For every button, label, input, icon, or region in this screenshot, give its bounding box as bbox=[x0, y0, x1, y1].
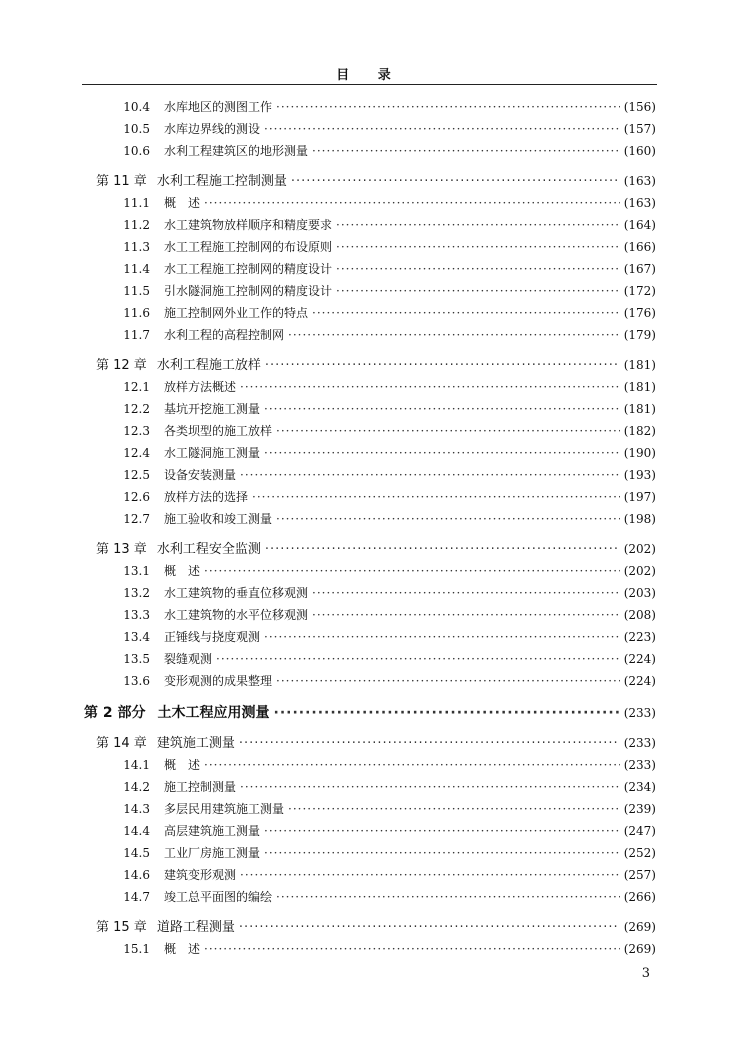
toc-entry-section[interactable] bbox=[100, 96, 656, 118]
toc-entry-title: 施工验收和竣工测量 bbox=[164, 512, 273, 526]
toc-entry-title: 变形观测的成果整理 bbox=[164, 674, 273, 688]
toc-entry-page: (269) bbox=[623, 942, 656, 956]
dot-leader bbox=[240, 376, 620, 398]
dot-leader bbox=[312, 604, 620, 626]
toc-entry-chapter[interactable] bbox=[96, 732, 656, 754]
dot-leader bbox=[264, 626, 620, 648]
toc-entry-number: 11.6 bbox=[123, 306, 150, 320]
toc-entry-page: (197) bbox=[623, 490, 656, 504]
toc-entry-number: 第 2 部分 bbox=[84, 705, 146, 721]
toc-entry-page: (257) bbox=[623, 868, 656, 882]
toc-entry-title: 水工建筑物的垂直位移观测 bbox=[164, 586, 309, 600]
toc-entry-number: 11.2 bbox=[123, 218, 150, 232]
toc-entry-number: 10.5 bbox=[123, 122, 150, 136]
toc-entry-title: 水库边界线的测设 bbox=[164, 122, 261, 136]
toc-entry-page: (208) bbox=[623, 608, 656, 622]
toc-entry-title: 设备安装测量 bbox=[164, 468, 237, 482]
toc-entry-page: (266) bbox=[623, 890, 656, 904]
toc-entry-section[interactable] bbox=[100, 302, 656, 324]
toc-entry-title: 放样方法概述 bbox=[164, 380, 237, 394]
toc-entry-section[interactable] bbox=[100, 582, 656, 604]
toc-entry-number: 12.5 bbox=[123, 468, 150, 482]
dot-leader bbox=[265, 539, 620, 561]
toc-entry-title: 概 述 bbox=[164, 196, 201, 210]
dot-leader bbox=[276, 96, 620, 118]
toc-entry-section[interactable] bbox=[100, 560, 656, 582]
toc-entry-number: 13.6 bbox=[123, 674, 150, 688]
dot-leader bbox=[240, 864, 620, 886]
toc-entry-number: 13.1 bbox=[123, 564, 150, 578]
toc-entry-number: 10.4 bbox=[123, 100, 150, 114]
toc-entry-page: (224) bbox=[623, 674, 656, 688]
toc-entry-section[interactable] bbox=[100, 258, 656, 280]
toc-entry-section[interactable] bbox=[100, 938, 656, 960]
toc-entry-number: 第 15 章 bbox=[96, 920, 147, 935]
dot-leader bbox=[240, 776, 620, 798]
toc-entry-page: (224) bbox=[623, 652, 656, 666]
toc-entry-page: (181) bbox=[623, 402, 656, 416]
toc-entry-section[interactable] bbox=[100, 118, 656, 140]
toc-entry-page: (233) bbox=[623, 758, 656, 772]
dot-leader bbox=[239, 917, 620, 939]
dot-leader bbox=[336, 280, 620, 302]
dot-leader bbox=[336, 236, 620, 258]
toc-entry-number: 11.1 bbox=[123, 196, 150, 210]
toc-entry-number: 11.5 bbox=[123, 284, 150, 298]
toc-entry-page: (203) bbox=[623, 586, 656, 600]
toc-entry-section[interactable] bbox=[100, 864, 656, 886]
dot-leader bbox=[265, 355, 620, 377]
toc-entry-title: 水工工程施工控制网的布设原则 bbox=[164, 240, 333, 254]
toc-entry-title: 引水隧洞施工控制网的精度设计 bbox=[164, 284, 333, 298]
toc-entry-number: 10.6 bbox=[123, 144, 150, 158]
toc-entry-number: 11.4 bbox=[123, 262, 150, 276]
toc-entry-title: 水利工程安全监测 bbox=[156, 542, 261, 557]
toc-entry-number: 12.1 bbox=[123, 380, 150, 394]
toc-entry-section[interactable] bbox=[100, 420, 656, 442]
toc-entry-number: 第 14 章 bbox=[96, 736, 147, 751]
toc-entry-number: 第 11 章 bbox=[96, 174, 147, 189]
toc-entry-page: (167) bbox=[623, 262, 656, 276]
dot-leader bbox=[288, 798, 620, 820]
header-rule bbox=[82, 84, 657, 85]
toc-entry-page: (223) bbox=[623, 630, 656, 644]
toc-entry-section[interactable] bbox=[100, 324, 656, 346]
toc-entry-number: 14.7 bbox=[123, 890, 150, 904]
toc-entry-title: 基坑开挖施工测量 bbox=[164, 402, 261, 416]
toc-entry-title: 施工控制网外业工作的特点 bbox=[164, 306, 309, 320]
toc-entry-page: (233) bbox=[623, 736, 656, 750]
page-header-title: 目 录 bbox=[336, 68, 403, 83]
toc-entry-title: 水利工程的高程控制网 bbox=[164, 328, 285, 342]
toc-entry-section[interactable] bbox=[100, 648, 656, 670]
toc-entry-title: 水利工程建筑区的地形测量 bbox=[164, 144, 309, 158]
toc-entry-number: 14.2 bbox=[123, 780, 150, 794]
toc-entry-title: 多层民用建筑施工测量 bbox=[164, 802, 285, 816]
toc-entry-page: (198) bbox=[623, 512, 656, 526]
toc-entry-section[interactable] bbox=[100, 842, 656, 864]
toc-entry-page: (202) bbox=[623, 542, 656, 556]
toc-entry-page: (156) bbox=[623, 100, 656, 114]
toc-entry-section[interactable] bbox=[100, 820, 656, 842]
toc-entry-section[interactable] bbox=[100, 236, 656, 258]
toc-entry-page: (163) bbox=[623, 174, 656, 188]
dot-leader bbox=[336, 258, 620, 280]
toc-entry-section[interactable] bbox=[100, 464, 656, 486]
dot-leader bbox=[276, 886, 620, 908]
toc-entry-number: 14.3 bbox=[123, 802, 150, 816]
dot-leader bbox=[291, 171, 620, 193]
toc-entry-title: 概 述 bbox=[164, 758, 201, 772]
toc-entry-page: (181) bbox=[623, 380, 656, 394]
toc-entry-title: 水利工程施工控制测量 bbox=[156, 174, 287, 189]
toc-entry-number: 第 12 章 bbox=[96, 358, 147, 373]
dot-leader bbox=[264, 398, 620, 420]
dot-leader bbox=[288, 324, 620, 346]
toc-entry-page: (233) bbox=[623, 706, 656, 720]
toc-entry-section[interactable] bbox=[100, 776, 656, 798]
toc-entry-page: (190) bbox=[623, 446, 656, 460]
toc-entry-title: 裂缝观测 bbox=[164, 652, 213, 666]
toc-entry-number: 12.2 bbox=[123, 402, 150, 416]
toc-entry-page: (234) bbox=[623, 780, 656, 794]
toc-entry-section[interactable] bbox=[100, 886, 656, 908]
dot-leader bbox=[312, 582, 620, 604]
toc-entry-page: (172) bbox=[623, 284, 656, 298]
toc-entry-number: 13.4 bbox=[123, 630, 150, 644]
toc-entry-page: (193) bbox=[623, 468, 656, 482]
toc-entry-title: 建筑施工测量 bbox=[156, 736, 235, 751]
dot-leader bbox=[264, 442, 620, 464]
toc-entry-page: (160) bbox=[623, 144, 656, 158]
toc-entry-title: 正锤线与挠度观测 bbox=[164, 630, 261, 644]
toc-entry-section[interactable] bbox=[100, 214, 656, 236]
toc-entry-page: (252) bbox=[623, 846, 656, 860]
toc-entry-title: 水利工程施工放样 bbox=[156, 358, 261, 373]
toc-entry-number: 13.2 bbox=[123, 586, 150, 600]
toc-entry-section[interactable] bbox=[100, 398, 656, 420]
toc-entry-section[interactable] bbox=[100, 442, 656, 464]
toc-entry-page: (166) bbox=[623, 240, 656, 254]
dot-leader bbox=[252, 486, 620, 508]
toc-entry-page: (182) bbox=[623, 424, 656, 438]
toc-entry-page: (176) bbox=[623, 306, 656, 320]
toc-entry-number: 12.6 bbox=[123, 490, 150, 504]
toc-entry-section[interactable] bbox=[100, 754, 656, 776]
toc-entry-chapter[interactable] bbox=[96, 538, 656, 560]
toc-entry-number: 12.3 bbox=[123, 424, 150, 438]
toc-entry-number: 14.6 bbox=[123, 868, 150, 882]
toc-entry-page: (247) bbox=[623, 824, 656, 838]
toc-entry-number: 14.4 bbox=[123, 824, 150, 838]
toc-entry-page: (157) bbox=[623, 122, 656, 136]
toc-entry-title: 概 述 bbox=[164, 564, 201, 578]
toc-entry-number: 11.3 bbox=[123, 240, 150, 254]
toc-entry-chapter[interactable] bbox=[96, 170, 656, 192]
toc-entry-number: 12.4 bbox=[123, 446, 150, 460]
toc-entry-title: 水工工程施工控制网的精度设计 bbox=[164, 262, 333, 276]
toc-entry-page: (179) bbox=[623, 328, 656, 342]
toc-entry-section[interactable] bbox=[100, 670, 656, 692]
toc-entry-chapter[interactable] bbox=[96, 916, 656, 938]
toc-entry-page: (164) bbox=[623, 218, 656, 232]
toc-entry-title: 道路工程测量 bbox=[156, 920, 235, 935]
toc-entry-section[interactable] bbox=[100, 626, 656, 648]
toc-entry-number: 13.5 bbox=[123, 652, 150, 666]
toc-entry-number: 11.7 bbox=[123, 328, 150, 342]
toc-entry-title: 工业厂房施工测量 bbox=[164, 846, 261, 860]
toc-entry-number: 15.1 bbox=[123, 942, 150, 956]
toc-entry-title: 竣工总平面图的编绘 bbox=[164, 890, 273, 904]
dot-leader bbox=[216, 648, 620, 670]
toc-entry-title: 水工建筑物的水平位移观测 bbox=[164, 608, 309, 622]
toc-entry-chapter[interactable] bbox=[96, 354, 656, 376]
toc-entry-number: 12.7 bbox=[123, 512, 150, 526]
toc-entry-section[interactable] bbox=[100, 604, 656, 626]
dot-leader bbox=[240, 464, 620, 486]
dot-leader bbox=[276, 420, 620, 442]
toc-entry-title: 土木工程应用测量 bbox=[157, 705, 270, 721]
toc-entry-title: 概 述 bbox=[164, 942, 201, 956]
dot-leader bbox=[276, 670, 620, 692]
toc-entry-section[interactable] bbox=[100, 798, 656, 820]
dot-leader bbox=[336, 214, 620, 236]
dot-leader bbox=[204, 560, 620, 582]
toc-entry-number: 13.3 bbox=[123, 608, 150, 622]
dot-leader bbox=[239, 733, 620, 755]
dot-leader bbox=[276, 508, 620, 530]
page-number: 3 bbox=[641, 966, 650, 981]
toc-entry-title: 建筑变形观测 bbox=[164, 868, 237, 882]
toc-entry-title: 施工控制测量 bbox=[164, 780, 237, 794]
dot-leader bbox=[264, 842, 620, 864]
toc-entry-section[interactable] bbox=[100, 140, 656, 162]
toc-entry-title: 放样方法的选择 bbox=[164, 490, 249, 504]
toc-entry-section[interactable] bbox=[100, 376, 656, 398]
toc-entry-page: (202) bbox=[623, 564, 656, 578]
toc-entry-section[interactable] bbox=[100, 192, 656, 214]
toc-entry-page: (239) bbox=[623, 802, 656, 816]
toc-entry-section[interactable] bbox=[100, 280, 656, 302]
toc-entry-number: 14.5 bbox=[123, 846, 150, 860]
toc-entry-number: 第 13 章 bbox=[96, 542, 147, 557]
toc-entry-page: (269) bbox=[623, 920, 656, 934]
toc-entry-title: 水库地区的测图工作 bbox=[164, 100, 273, 114]
dot-leader bbox=[264, 118, 620, 140]
toc-entry-title: 水工建筑物放样顺序和精度要求 bbox=[164, 218, 333, 232]
dot-leader bbox=[312, 140, 620, 162]
dot-leader bbox=[274, 702, 620, 724]
toc-entry-title: 高层建筑施工测量 bbox=[164, 824, 261, 838]
toc-entry-section[interactable] bbox=[100, 486, 656, 508]
toc-entry-page: (181) bbox=[623, 358, 656, 372]
toc-entry-part[interactable] bbox=[84, 702, 656, 724]
toc-entry-section[interactable] bbox=[100, 508, 656, 530]
dot-leader bbox=[204, 754, 620, 776]
toc-entry-page: (163) bbox=[623, 196, 656, 210]
toc-entry-title: 水工隧洞施工测量 bbox=[164, 446, 261, 460]
dot-leader bbox=[312, 302, 620, 324]
dot-leader bbox=[264, 820, 620, 842]
dot-leader bbox=[204, 938, 620, 960]
toc-entry-number: 14.1 bbox=[123, 758, 150, 772]
dot-leader bbox=[204, 192, 620, 214]
toc-entry-title: 各类坝型的施工放样 bbox=[164, 424, 273, 438]
